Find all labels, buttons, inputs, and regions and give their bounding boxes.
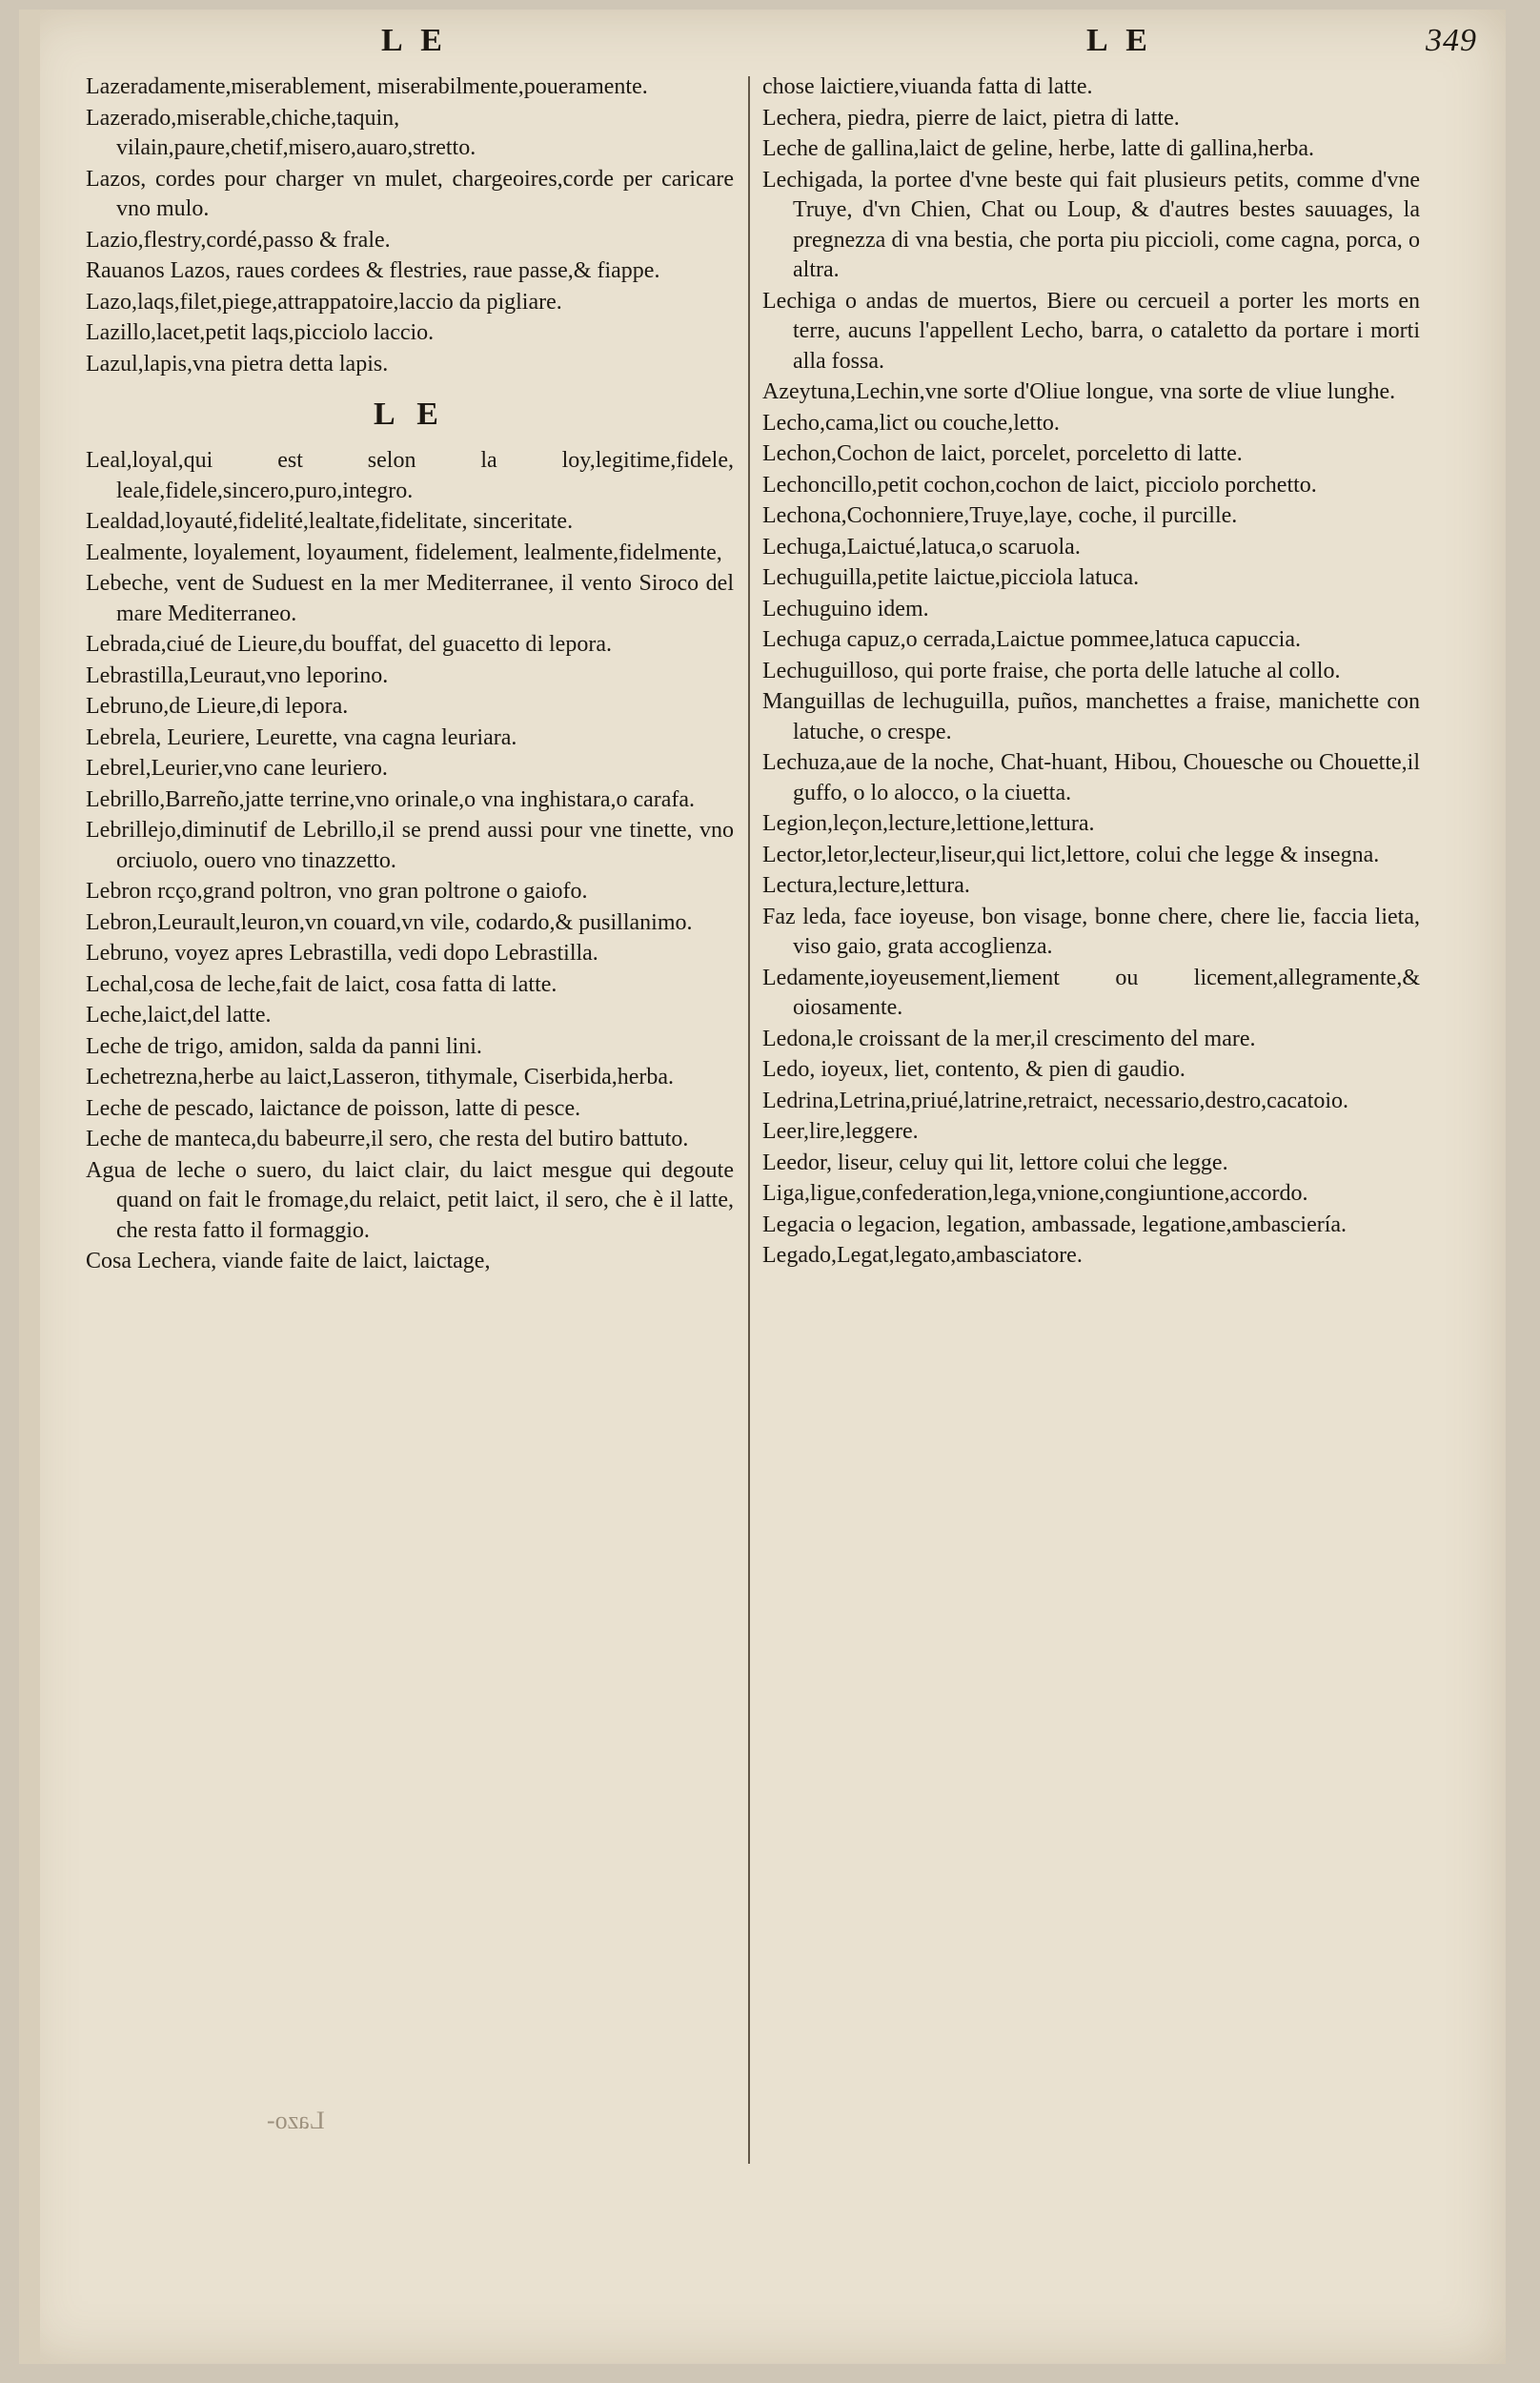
entry: Lazo,laqs,filet,piege,attrappatoire,laccio da pigliare.: [86, 289, 562, 315]
section-subheading: L E: [374, 397, 446, 432]
entry: Lebrela, Leuriere, Leurette, vna cagna leuriara.: [86, 724, 517, 750]
entry: Lebruno, voyez apres Lebrastilla, vedi dopo Lebrastilla.: [86, 941, 598, 966]
entry: Lebrillo,Barreño,jatte terrine,vno orinale,o vna inghistara,o carafa.: [86, 786, 696, 812]
entry: Lechera, piedra, pierre de laict, pietra di latte.: [762, 105, 1180, 131]
entry: Lectura,lecture,lettura.: [762, 873, 970, 898]
binding-gutter: [19, 10, 40, 2364]
column-divider: [748, 76, 750, 2164]
entry: Leche de gallina,laict de geline, herbe, latte di gallina,herba.: [762, 136, 1315, 161]
entry: Lechigada, la portee d'vne beste qui fait plusieurs petits, comme d'vne Truye, d'vn Chien, Chat ou Loup, & d'autres bestes sauuages, la pregnezza di vna bestia, che porta piu piccioli, come cagna, porca, o altra.: [762, 167, 1420, 282]
entry: Lealdad,loyauté,fidelité,lealtate,fidelitate, sinceritate.: [86, 509, 574, 534]
running-header: [76, 23, 1477, 71]
entry: Manguillas de lechuguilla, puños, manchettes a fraise, manichette con latuche, o crespe.: [762, 689, 1420, 744]
header-right: L E: [1086, 23, 1153, 58]
entry: Lechona,Cochonniere,Truye,laye, coche, il purcille.: [762, 503, 1238, 528]
entry: Lector,letor,lecteur,liseur,qui lict,lettore, colui che legge & insegna.: [762, 842, 1380, 867]
entry: Ledo, ioyeux, liet, contento, & pien di gaudio.: [762, 1057, 1185, 1082]
entry: Cosa Lechera, viande faite de laict, laictage,: [86, 1249, 491, 1273]
entry: Lazillo,lacet,petit laqs,picciolo laccio.: [86, 320, 435, 345]
entry: Lebrada,ciué de Lieure,du bouffat, del guacetto di lepora.: [86, 632, 612, 657]
entry: Legacia o legacion, legation, ambassade, legatione,ambasciería.: [762, 1212, 1348, 1237]
entry: Lechetrezna,herbe au laict,Lasseron, tithymale, Ciserbida,herba.: [86, 1065, 675, 1090]
entry: Lechuza,aue de la noche, Chat-huant, Hibou, Chouesche ou Chouette,il guffo, o lo alocco, o la ciuetta.: [762, 750, 1420, 805]
entry: Leedor, liseur, celuy qui lit, lettore colui che legge.: [762, 1150, 1228, 1175]
entry: Leal,loyal,qui est selon la loy,legitime,fidele, leale,fidele,sincero,puro,integro.: [86, 448, 734, 503]
entry: Lechal,cosa de leche,fait de laict, cosa fatta di latte.: [86, 971, 557, 997]
entry: Liga,ligue,confederation,lega,vnione,congiuntione,accordo.: [762, 1181, 1308, 1206]
entry: Lebruno,de Lieure,di lepora.: [86, 694, 349, 719]
bleed-through-text: Lazo-: [267, 2107, 325, 2134]
entry: Lazos, cordes pour charger vn mulet, chargeoires,corde per caricare vno mulo.: [86, 166, 734, 221]
entry: Ledona,le croissant de la mer,il crescimento del mare.: [762, 1026, 1256, 1051]
entry: Lazio,flestry,cordé,passo & frale.: [86, 227, 391, 253]
entry: Lebron rcço,grand poltron, vno gran poltrone o gaiofo.: [86, 879, 588, 904]
entry: Lealmente, loyalement, loyaument, fidelement, lealmente,fidelmente,: [86, 540, 722, 565]
entry: chose laictiere,viuanda fatta di latte.: [762, 74, 1093, 99]
entry: Lechiga o andas de muertos, Biere ou cercueil a porter les morts en terre, aucuns l'appellent Lecho, barra, o cataletto da portare i morti alla fossa.: [762, 288, 1420, 374]
entry: Leche,laict,del latte.: [86, 1003, 272, 1028]
entry: Agua de leche o suero, du laict clair, du laict mesgue qui degoute quand on fait le fromage,du relaict, petit laict, il sero, che è il latte, che resta fatto il formaggio.: [86, 1157, 734, 1243]
entry: Lechuguino idem.: [762, 596, 929, 621]
entry: Faz leda, face ioyeuse, bon visage, bonne chere, chere lie, faccia lieta, viso gaio, grata accoglienza.: [762, 904, 1420, 959]
page-number: 349: [1426, 23, 1477, 58]
entry: Leer,lire,leggere.: [762, 1119, 919, 1144]
entry: Leche de pescado, laictance de poisson, latte di pesce.: [86, 1095, 581, 1121]
dictionary-page: [19, 10, 1506, 2364]
entry: Lebrillejo,diminutif de Lebrillo,il se prend aussi pour vne tinette, vno orciuolo, ouero vno tinazzetto.: [86, 818, 734, 873]
entry: Lechuga capuz,o cerrada,Laictue pommee,latuca capuccia.: [762, 627, 1301, 652]
entry: Lebrastilla,Leuraut,vno leporino.: [86, 662, 389, 688]
entry: Lechuga,Laictué,latuca,o scaruola.: [762, 534, 1081, 560]
entry: Lechuguilloso, qui porte fraise, che porta delle latuche al collo.: [762, 658, 1341, 683]
entry: Rauanos Lazos, raues cordees & flestries, raue passe,& fiappe.: [86, 258, 660, 283]
entry: Lechoncillo,petit cochon,cochon de laict, picciolo porchetto.: [762, 472, 1317, 498]
entry: Lebeche, vent de Suduest en la mer Mediterranee, il vento Siroco del mare Mediterraneo.: [86, 571, 734, 626]
entry: Lazerado,miserable,chiche,taquin, vilain,paure,chetif,misero,auaro,stretto.: [86, 105, 476, 160]
header-left: L E: [381, 23, 448, 58]
entry: Legion,leçon,lecture,lettione,lettura.: [762, 811, 1095, 836]
entry: Legado,Legat,legato,ambasciatore.: [762, 1243, 1083, 1268]
entry: Lazul,lapis,vna pietra detta lapis.: [86, 351, 389, 377]
entry: Lechon,Cochon de laict, porcelet, porceletto di latte.: [762, 441, 1243, 466]
right-column: [762, 72, 1420, 1273]
entry: Ledamente,ioyeusement,liement ou licement,allegramente,& oiosamente.: [762, 965, 1420, 1020]
left-column: [86, 72, 734, 1278]
entry: Leche de manteca,du babeurre,il sero, che resta del butiro battuto.: [86, 1127, 689, 1151]
entry: Lecho,cama,lict ou couche,letto.: [762, 410, 1060, 436]
entry: Lebron,Leurault,leuron,vn couard,vn vile, codardo,& pusillanimo.: [86, 909, 693, 935]
entry: Lazeradamente,miserablement, miserabilmente,poueramente.: [86, 74, 648, 99]
entry: Leche de trigo, amidon, salda da panni lini.: [86, 1033, 482, 1059]
entry: Ledrina,Letrina,priué,latrine,retraict, necessario,destro,cacatoio.: [762, 1088, 1349, 1113]
entry: Azeytuna,Lechin,vne sorte d'Oliue longue, vna sorte de vliue lunghe.: [762, 379, 1396, 404]
entry: Lechuguilla,petite laictue,picciola latuca.: [762, 565, 1140, 590]
entry: Lebrel,Leurier,vno cane leuriero.: [86, 756, 388, 781]
